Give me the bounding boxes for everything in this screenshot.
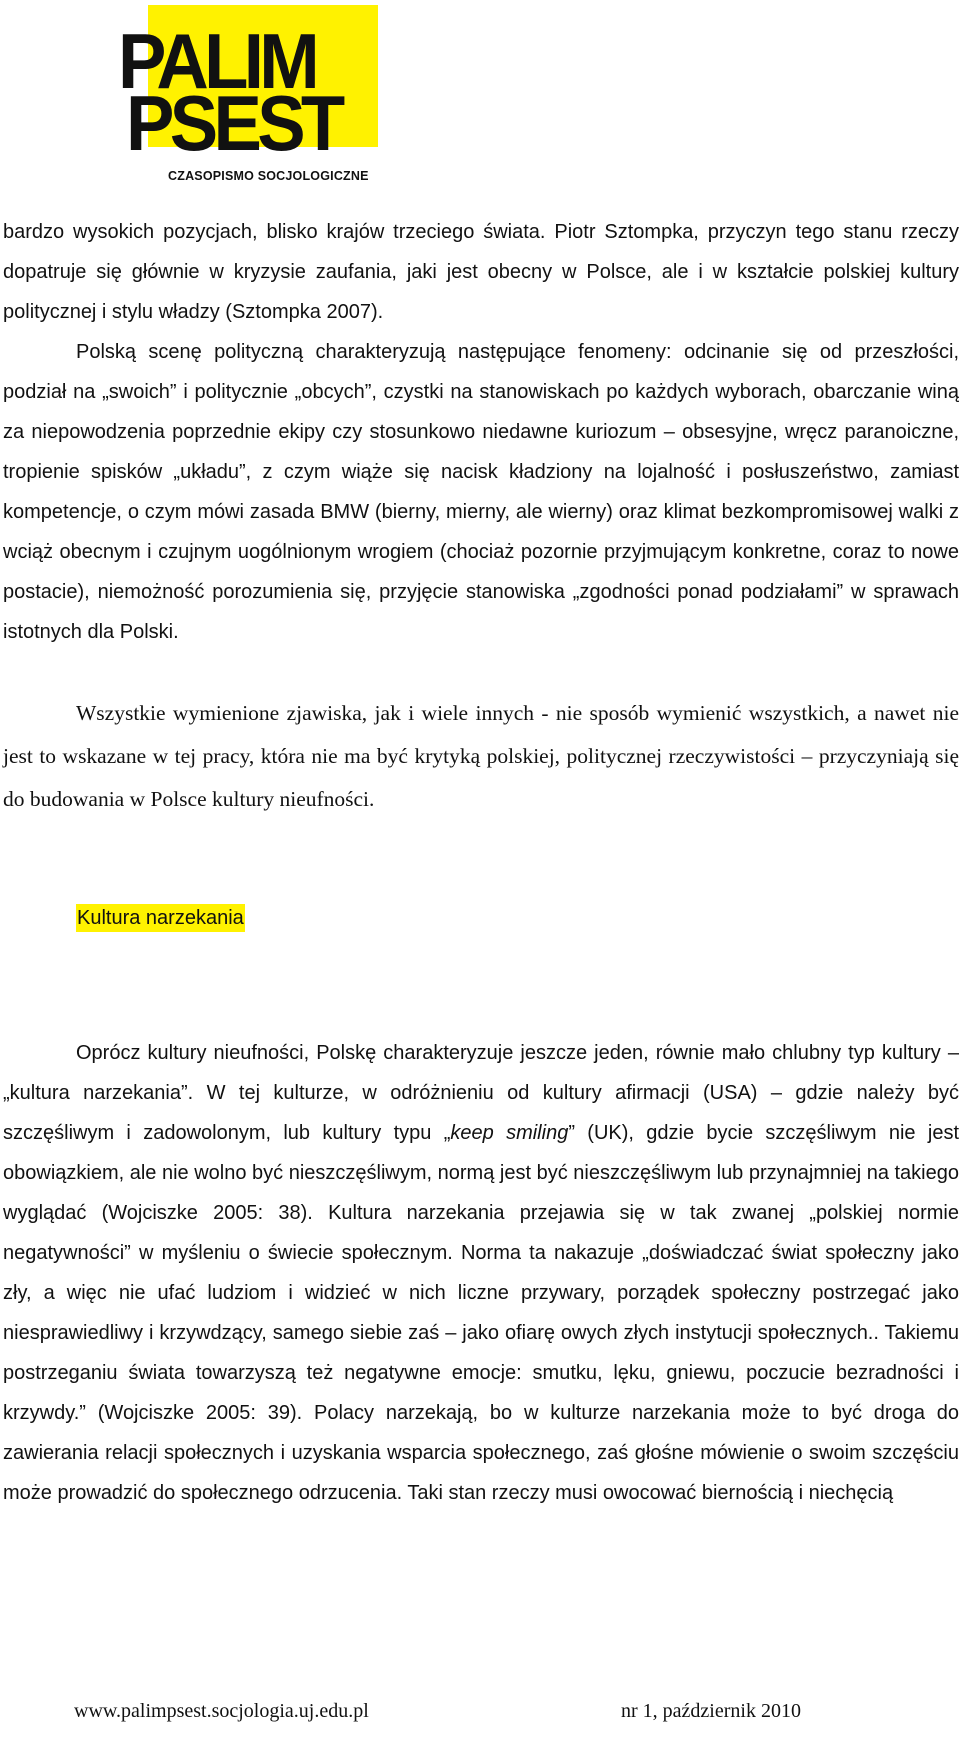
journal-logo (118, 5, 393, 187)
paragraph-4-part-a: Oprócz kultury nieufności, Polskę charakteryzuje jeszcze jeden, równie mało chlubny typ kultury – „kultura narzekania”. W tej kulturze, w odróżnieniu od kultury afirmacji (USA) – gdzie należy być szczęśliwym i zadowolonym, lub kultury typu „ (3, 1042, 959, 1144)
logo-line-2: PSEST (126, 79, 341, 167)
footer-issue: nr 1, październik 2010 (621, 1700, 801, 1722)
logo-line-1: PALIM (118, 17, 316, 105)
footer-url: www.palimpsest.socjologia.uj.edu.pl (74, 1700, 369, 1722)
paragraph-3: Wszystkie wymienione zjawiska, jak i wiele innych - nie sposób wymienić wszystkich, a nawet nie jest to wskazane w tej pracy, która nie ma być krytyką polskiej, politycznej rzeczywistości – przyczyniają się do budowania w Polsce kultury nieufności. (3, 701, 959, 811)
paragraph-4 (3, 1033, 959, 1513)
paragraph-2: Polską scenę polityczną charakteryzują następujące fenomeny: odcinanie się od przeszłości, podział na „swoich” i politycznie „obcych”, czystki na stanowiskach po każdych wyborach, obarczanie winą za niepowodzenia poprzednie ekipy czy stosunkowo niedawne kuriozum – obsesyjne, wręcz paranoiczne, tropienie spisków „układu”, z czym wiąże się nacisk kładziony na lojalność i posłuszeństwo, zamiast kompetencje, o czym mówi zasada BMW (bierny, mierny, ale wierny) oraz klimat bezkompromisowej walki z wciąż obecnym i czujnym uogólnionym wrogiem (chociaż pozornie przyjmującym konkretne, coraz to nowe postacie), niemożność porozumienia się, przyjęcie stanowiska „zgodności ponad podziałami” w sprawach istotnych dla Polski. (3, 341, 959, 643)
section-heading: Kultura narzekania (76, 904, 245, 932)
paragraph-1: bardzo wysokich pozycjach, blisko krajów trzeciego świata. Piotr Sztompka, przyczyn tego stanu rzeczy dopatruje się głównie w kryzysie zaufania, jaki jest obecny w Polsce, ale i w kształcie polskiej kultury politycznej i stylu władzy (Sztompka 2007). (3, 221, 959, 323)
logo-subtitle: CZASOPISMO SOCJOLOGICZNE (168, 169, 369, 183)
paragraph-4-italic: keep smiling (450, 1122, 569, 1144)
paragraph-4-part-b: ” (UK), gdzie bycie szczęśliwym nie jest obowiązkiem, ale nie wolno być nieszczęśliwym, normą jest być nieszczęśliwym lub przynajmniej na takiego wyglądać (Wojciszke 2005: 38). Kultura narzekania przejawia się w tak zwanej „polskiej normie negatywności” w myśleniu o świecie społecznym. Norma ta nakazuje „doświadczać świat społeczny jako zły, a więc nie ufać ludziom i widzieć w nich liczne przywary, porządek społeczny postrzegać jako niesprawiedliwy i krzywdzący, samego siebie zaś – jako ofiarę owych złych instytucji społecznych.. Takiemu postrzeganiu świata towarzyszą też negatywne emocje: smutku, lęku, gniewu, poczucie bezradności i krzywdy.” (Wojciszke 2005: 39). Polacy narzekają, bo w kulturze narzekania może to być droga do zawierania relacji społecznych i uzyskania wsparcia społecznego, zaś głośne mówienie o swoim szczęściu może prowadzić do społecznego odrzucenia. Taki stan rzeczy musi owocować biernością i niechęcią (3, 1122, 960, 1504)
